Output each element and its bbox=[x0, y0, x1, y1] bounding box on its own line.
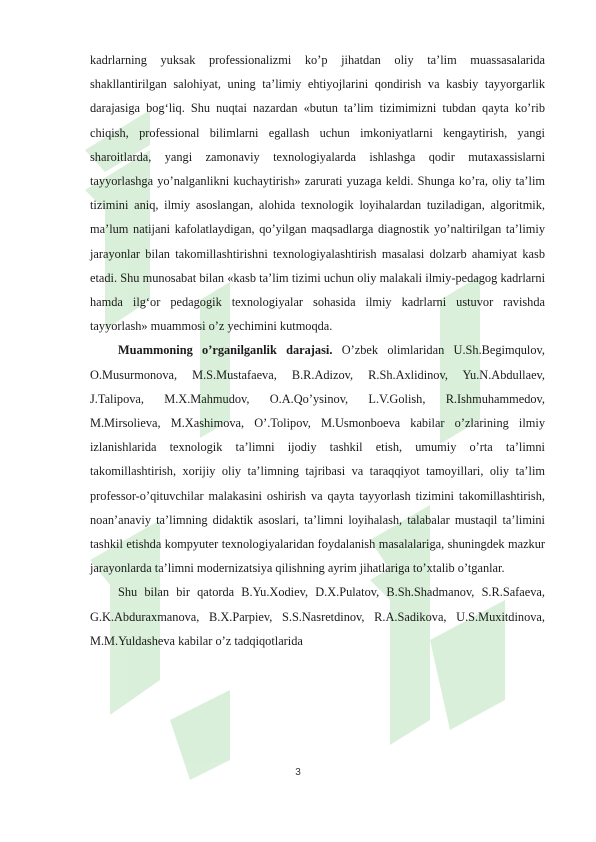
paragraph-2-text: O’zbek olimlaridan U.Sh.Begimqulov, O.Musurmonova, M.S.Mustafaeva, B.R.Adizov, R.Sh.Axlidinov, Yu.N.Abdullaev, J.Talipova, M.X.Mahmudov, O.A.Qo’ysinov, L.V.Golish, R.Ishmuhammedov, M.Mirsolieva, M.Xashimova, O’.Tolipov, M.Usmonboeva kabilar o’zlarining ilmiy izlanishlarida texnologik ta’limni ijodiy tashkil etish, umumiy o’rta ta’limni takomillashtirish, xorijiy oliy ta’limning tajribasi va taraqqiyot tamoyillari, oliy ta’lim professor-o’qituvchilar malakasini oshirish va qayta tayyorlash tizimini takomillashtirish, noan’anaviy ta’limning didaktik asoslari, ta’limni loyihalash, talabalar mustaqil ta’limini tashkil etishda kompyuter texnologiyalaridan foydalanish masalalariga, shuningdek mazkur jarayonlarda ta’limni modernizatsiya qilishning ayrim jihatlariga to’xtalib o’tganlar. bbox=[90, 343, 545, 576]
paragraph-2-heading: Muammoning o’rganilganlik darajasi. bbox=[118, 343, 333, 358]
paragraph-1-text: kadrlarning yuksak professionalizmi ko’p jihatdan oliy ta’lim muassasalarida shakllantirilgan salohiyat, uning ta’limiy ehtiyojlarini qondirish va kasbiy tayyorgarlik darajasiga bog‘liq. Shu nuqtai nazardan «butun ta’lim tizimimizni tubdan qayta ko’rib chiqish, professional bilimlarni egallash uchun imkoniyatlarni kengaytirish, yangi sharoitlarda, yangi zamonaviy texnologiyalarda ishlashga qodir mutaxassislarni tayyorlashga yo’nalganlikni kuchaytirish» zarurati yuzaga keldi. Shunga ko’ra, oliy ta’lim tizimini aniq, ilmiy asoslangan, alohida texnologik loyihalardan tuziladigan, algoritmik, ma’lum natijani kafolatlaydigan, qo’yilgan maqsadlarga diagnostik yo’naltirilgan ta’limiy jarayonlar bilan takomillashtirishni texnologiyalashtirish masalasi dolzarb ahamiyat kasb etadi. Shu munosabat bilan «kasb ta’lim tizimi uchun oliy malakali ilmiy-pedagog kadrlarni hamda ilg‘or pedagogik texnologiyalar sohasida ilmiy kadrlarni ustuvor ravishda tayyorlash» muammosi o’z yechimini kutmoqda. bbox=[90, 53, 545, 334]
paragraph-2 bbox=[90, 338, 545, 580]
paragraph-3-text: Shu bilan bir qatorda B.Yu.Xodiev, D.X.Pulatov, B.Sh.Shadmanov, S.R.Safaeva, G.K.Abduraxmanova, B.X.Parpiev, S.S.Nasretdinov, R.A.Sadikova, U.S.Muxitdinova, M.M.Yuldasheva kabilar o’z tadqiqotlarida bbox=[90, 585, 545, 648]
body-text bbox=[90, 48, 545, 653]
paragraph-3 bbox=[90, 580, 545, 653]
paragraph-1 bbox=[90, 48, 545, 338]
page-number: 3 bbox=[295, 767, 301, 778]
